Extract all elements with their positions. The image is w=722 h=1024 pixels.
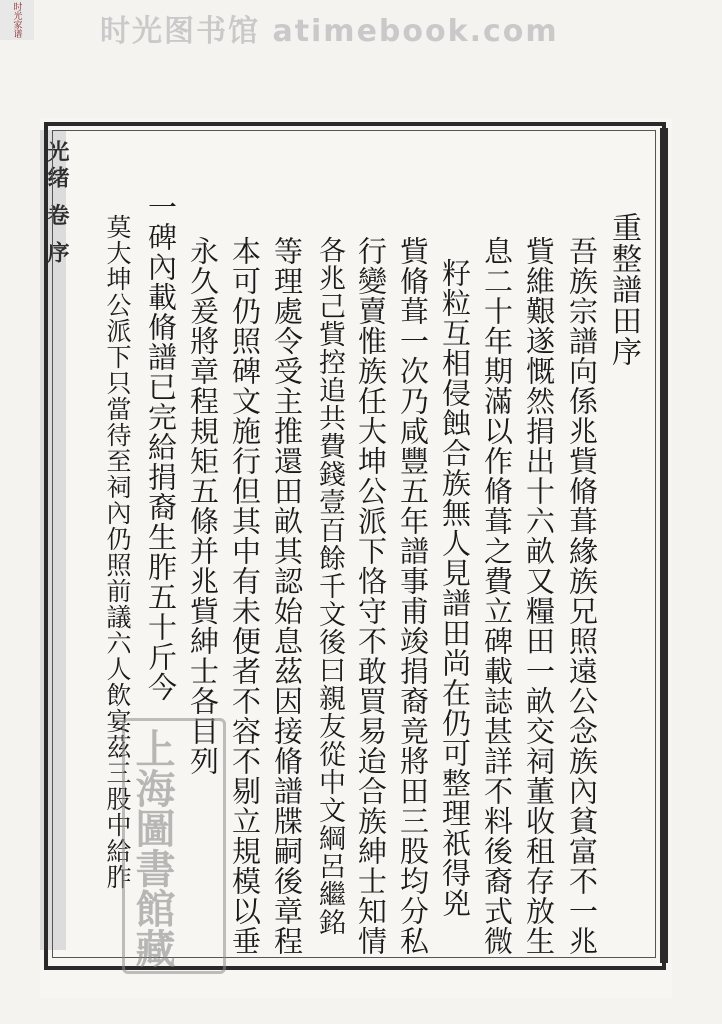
text-column: 吾族宗譜向係兆貲脩葺緣族兄照遠公念族內貧富不一兆 bbox=[565, 236, 599, 956]
text-column: 行變賣惟族任大坤公派下恪守不敢買易迨合族紳士知情 bbox=[354, 236, 388, 956]
text-column: 永久爰將章程規矩五條并兆貲紳士各目列 bbox=[186, 236, 220, 776]
text-column: 貲維艱遂慨然捐出十六畝又糧田一畝交祠董收租存放生 bbox=[522, 236, 556, 956]
text-column: 息二十年期滿以作脩葺之費立碑載誌甚詳不料後裔式微 bbox=[480, 236, 514, 956]
watermark-badge: 时光家谱 bbox=[0, 0, 34, 40]
margin-label: 光绪 卷 序 bbox=[44, 140, 70, 268]
document-title: 重整譜田序 bbox=[606, 212, 641, 367]
text-column: 一碑內載脩譜已完給捐裔生胙五十斤今 bbox=[144, 192, 178, 702]
text-column: 貲脩葺一次乃咸豐五年譜事甫竣捐裔竟將田三股均分私 bbox=[396, 236, 430, 956]
library-seal-text: 上海圖書館藏 bbox=[129, 728, 176, 968]
text-column: 各兆己貲控追共費錢壹百餘千文後曰親友從中文綱呂繼銘 bbox=[314, 236, 345, 936]
text-column: 本可仍照碑文施行但其中有未便者不容不剔立規模以垂 bbox=[228, 236, 262, 956]
text-column: 莫大坤公派下只當待至祠內仍照前議六人飲宴茲三股中給胙 bbox=[103, 214, 132, 890]
watermark-text: 时光图书馆 atimebook.com bbox=[100, 14, 559, 49]
text-column: 籽粒互相侵蝕合族無人見譜田尚在仍可整理祇得兇 bbox=[438, 258, 472, 918]
text-column: 等理處令受主推還田畝其認始息茲因接脩譜牒嗣後章程 bbox=[270, 236, 304, 956]
page-right-rule bbox=[660, 128, 668, 963]
